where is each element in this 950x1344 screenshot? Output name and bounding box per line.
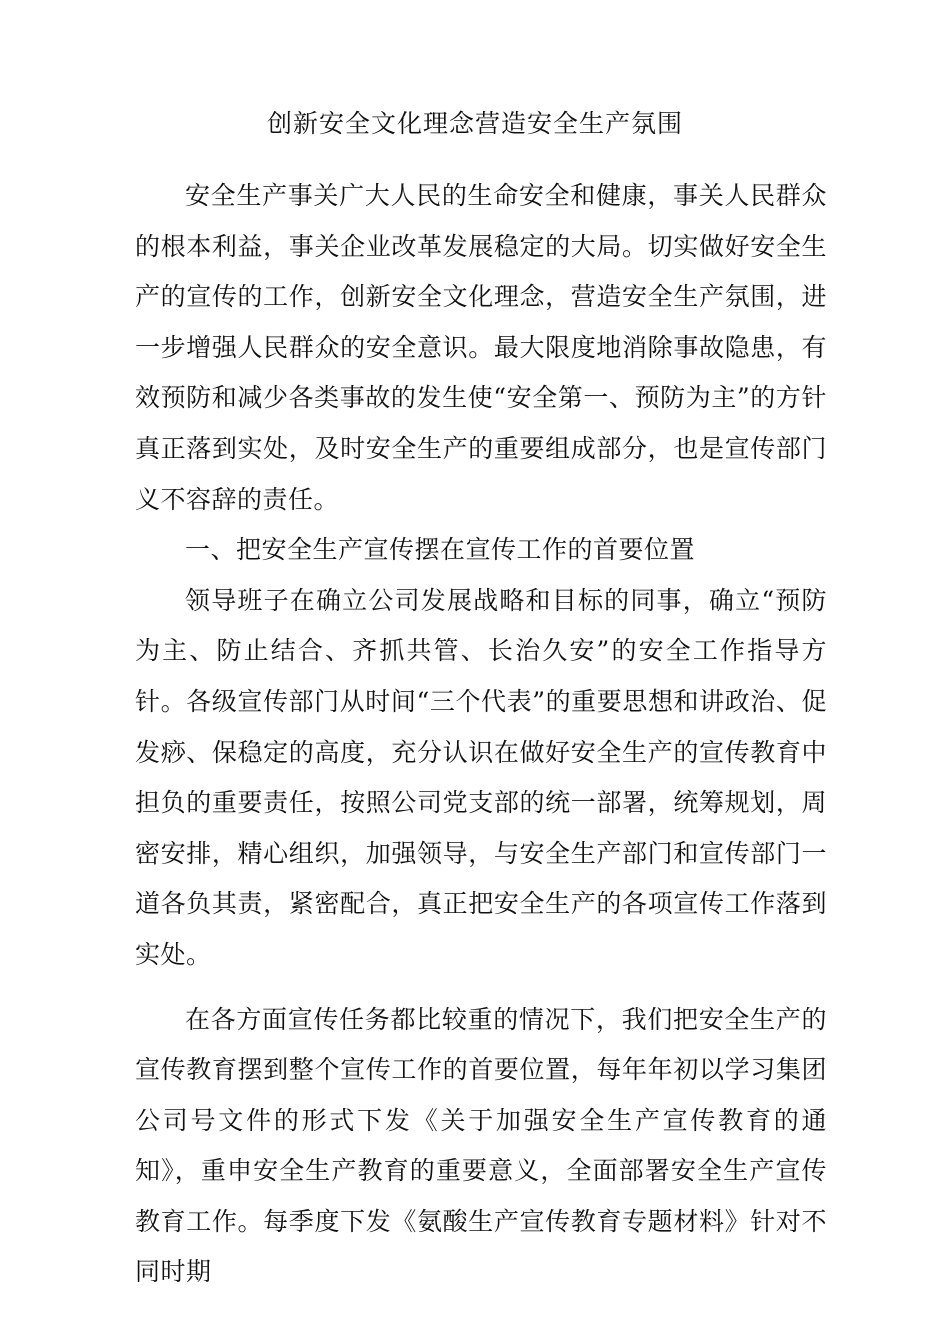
section-heading-1: 一、把安全生产宣传摆在宣传工作的首要位置	[185, 535, 696, 565]
paragraph-priority: 在各方面宣传任务都比较重的情况下，我们把安全生产的宣传教育摆到整个宣传工作的首要位置，每年年初以学习集团公司号文件的形式下发《关于加强安全生产宣传教育的通知》，重申安全生产教育的重要意义，全面部署安全生产宣传教育工作。每季度下发《氨酸生产宣传教育专题材料》针对不同时期	[135, 1004, 827, 1287]
paragraph-leadership: 领导班子在确立公司发展战略和目标的同事，确立“预防为主、防止结合、齐抓共管、长治久安”的安全工作指导方针。各级宣传部门从时间“三个代表”的重要思想和讲政治、促发痧、保稳定的高度，充分认识在做好安全生产的宣传教育中担负的重要责任，按照公司党支部的统一部署，统筹规划，周密安排，精心组织，加强领导，与安全生产部门和宣传部门一道各负其责，紧密配合，真正把安全生产的各项宣传工作落到实处。	[135, 585, 827, 969]
document-title: 创新安全文化理念营造安全生产氛围	[266, 109, 683, 138]
document-body	[135, 171, 827, 1298]
paragraph-intro: 安全生产事关广大人民的生命安全和健康，事关人民群众的根本利益，事关企业改革发展稳定的大局。切实做好安全生产的宣传的工作，创新安全文化理念，营造安全生产氛围，进一步增强人民群众的安全意识。最大限度地消除事故隐患，有效预防和减少各类事故的发生使“安全第一、预防为主”的方针真正落到实处，及时安全生产的重要组成部分，也是宣传部门义不容辞的责任。	[135, 181, 827, 514]
